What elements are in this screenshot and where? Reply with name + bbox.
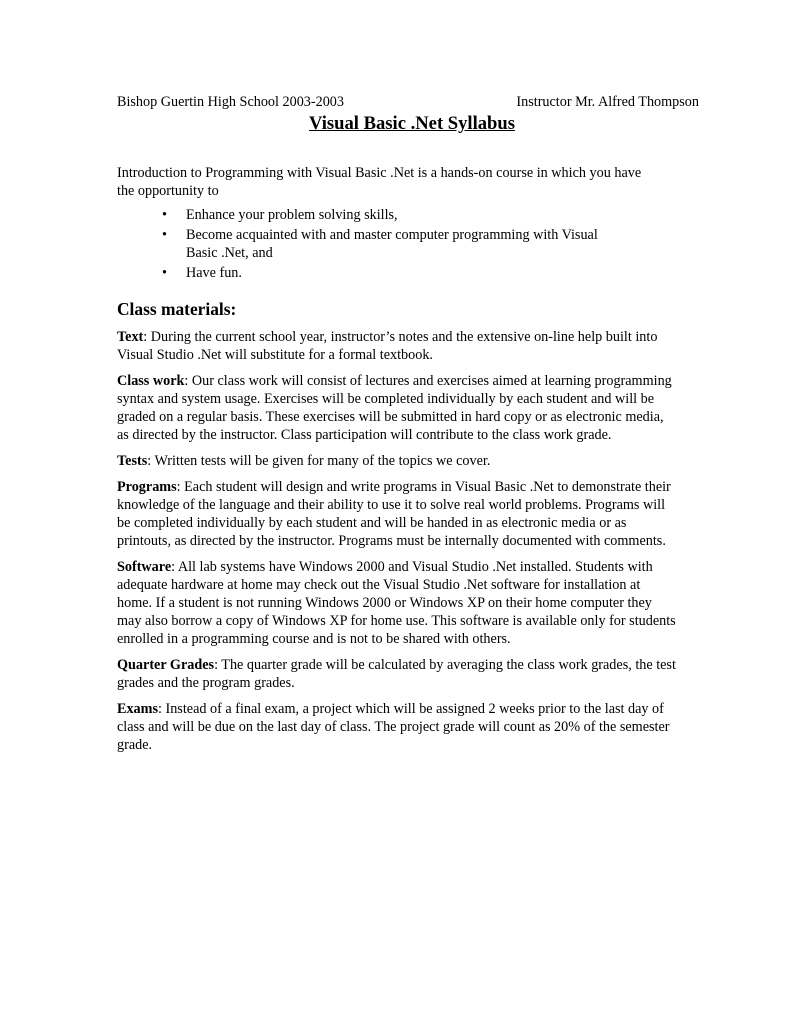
list-item-text: Enhance your problem solving skills,: [186, 207, 398, 223]
paragraph-body: : Instead of a final exam, a project which will be assigned 2 weeks prior to the last day of class and will be due on the last day of class. The project grade will count as 20% of the semester grade.: [117, 701, 670, 753]
paragraph-body: : Each student will design and write programs in Visual Basic .Net to demonstrate their knowledge of the language and their ability to use it to solve real world problems. Programs will be completed individually by each student and will be handed in as electronic media or as printouts, as directed by the instructor. Programs must be internally documented with comments.: [117, 479, 671, 549]
instructor-name: Instructor Mr. Alfred Thompson: [516, 94, 699, 110]
paragraph-class-work: [117, 372, 677, 444]
objectives-list: [117, 206, 699, 282]
paragraph-exams: [117, 700, 677, 754]
list-item: [162, 226, 631, 262]
list-item-text: Have fun.: [186, 265, 242, 281]
section-heading-class-materials: Class materials:: [117, 299, 237, 319]
paragraph-label: Tests: [117, 453, 148, 469]
paragraph-software: [117, 558, 677, 648]
list-item: [162, 264, 631, 282]
paragraph-body: : The quarter grade will be calculated by averaging the class work grades, the test grades and the program grades.: [117, 657, 676, 691]
list-item: [162, 206, 631, 224]
paragraph-label: Class work: [117, 373, 185, 389]
paragraph-label: Quarter Grades: [117, 657, 215, 673]
paragraph-body: : Written tests will be given for many of the topics we cover.: [147, 453, 491, 469]
paragraph-label: Exams: [117, 701, 158, 717]
bullet-icon: •: [162, 265, 167, 281]
intro-paragraph: Introduction to Programming with Visual Basic .Net is a hands-on course in which you have the opportunity to: [117, 165, 642, 199]
bullet-icon: •: [162, 227, 167, 243]
paragraph-label: Software: [117, 559, 172, 575]
paragraph-body: : Our class work will consist of lectures and exercises aimed at learning programming syntax and system usage. Exercises will be completed individually by each student and will be graded on a regular basis. These exercises will be submitted in hard copy or as electronic media, as directed by the instructor. Class participation will contribute to the class work grade.: [117, 373, 672, 443]
list-item-text: Become acquainted with and master computer programming with Visual Basic .Net, and: [186, 227, 598, 261]
bullet-icon: •: [162, 207, 167, 223]
paragraph-label: Programs: [117, 479, 177, 495]
school-name: Bishop Guertin High School 2003-2003: [117, 94, 344, 110]
document-page: [117, 92, 699, 754]
paragraph-programs: [117, 478, 677, 550]
document-title: Visual Basic .Net Syllabus: [309, 113, 515, 134]
paragraph-quarter-grades: [117, 656, 677, 692]
paragraph-body: : During the current school year, instructor’s notes and the extensive on-line help built into Visual Studio .Net will substitute for a formal textbook.: [117, 329, 658, 363]
paragraph-text: [117, 328, 677, 364]
paragraph-tests: [117, 452, 677, 470]
paragraph-body: : All lab systems have Windows 2000 and Visual Studio .Net installed. Students with adequate hardware at home may check out the Visual Studio .Net software for installation at home. If a student is not running Windows 2000 or Windows XP on their home computer they may also borrow a copy of Windows XP for home use. This software is available only for students enrolled in a programming course and is not to be shared with others.: [117, 559, 676, 647]
document-header: [117, 92, 699, 112]
paragraph-label: Text: [117, 329, 144, 345]
